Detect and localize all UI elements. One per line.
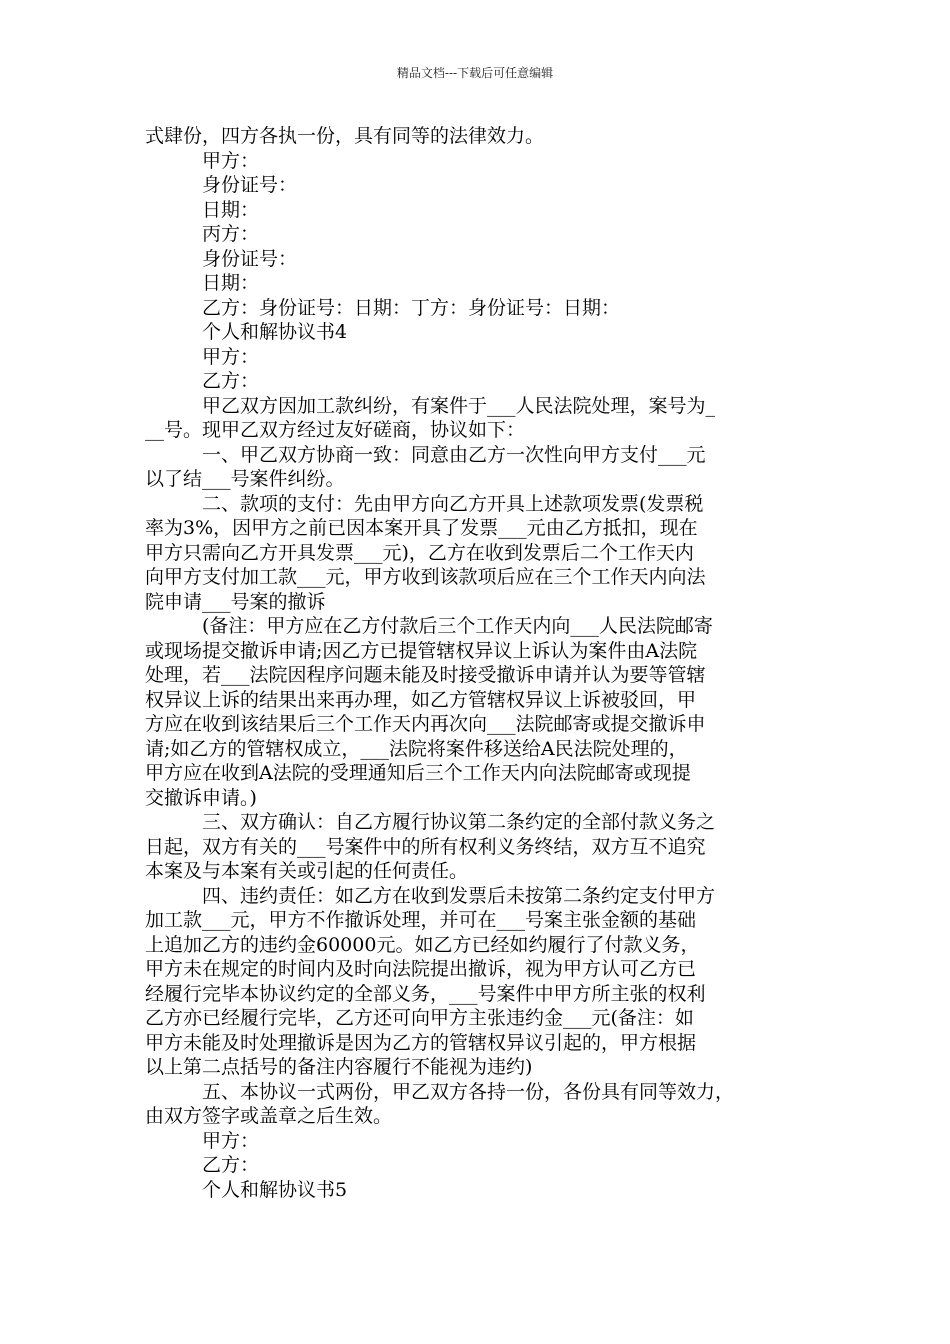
document-line: (备注：甲方应在乙方付款后三个工作天内向___人民法院邮寄 <box>202 615 713 637</box>
document-line: 权异议上诉的结果出来再办理，如乙方管辖权异议上诉被驳回，甲 <box>145 688 697 711</box>
document-line: 甲方未在规定的时间内及时向法院提出撤诉，视为甲方认可乙方已 <box>145 958 697 980</box>
document-line: 甲方： <box>202 1129 260 1152</box>
document-line: 身份证号： <box>202 174 298 196</box>
document-line: 日期： <box>202 272 260 294</box>
document-line: 乙方亦已经履行完毕，乙方还可向甲方主张违约金___元(备注：如 <box>145 1007 694 1029</box>
document-line: 二、款项的支付：先由甲方向乙方开具上述款项发票(发票税 <box>202 492 704 515</box>
document-line: 加工款___元，甲方不作撤诉处理，并可在___号案主张金额的基础 <box>145 909 697 931</box>
document-line: 本案及与本案有关或引起的任何责任。 <box>145 860 469 882</box>
document-line: 以上第二点括号的备注内容履行不能视为违约) <box>145 1056 533 1078</box>
document-body <box>145 124 815 1202</box>
document-line: 三、双方确认：自乙方履行协议第二条约定的全部付款义务之 <box>202 811 716 833</box>
page-header: 精品文档---下载后可任意编辑 <box>396 66 554 80</box>
document-line: 院申请___号案的撤诉 <box>145 590 326 613</box>
document-line: 由双方签字或盖章之后生效。 <box>145 1105 393 1127</box>
document-line: 五、本协议一式两份，甲乙双方各持一份，各份具有同等效力， <box>202 1080 735 1103</box>
document-line: 日期： <box>202 198 260 221</box>
document-line: 甲乙双方因加工款纠纷，有案件于___人民法院处理，案号为_ <box>202 394 716 417</box>
document-line: 甲方只需向乙方开具发票___元)，乙方在收到发票后二个工作天内 <box>145 541 694 564</box>
document-line: 或现场提交撤诉申请;因乙方已提管辖权异议上诉认为案件由A法院 <box>145 639 698 662</box>
document-line: 乙方： <box>202 370 260 392</box>
document-line: 个人和解协议书5 <box>202 1178 348 1201</box>
document-line: 个人和解协议书4 <box>202 321 348 343</box>
document-line: 率为3%，因甲方之前已因本案开具了发票___元由乙方抵扣，现在 <box>145 517 698 539</box>
document-line: 甲方： <box>202 149 260 172</box>
document-line: 甲方应在收到A法院的受理通知后三个工作天内向法院邮寄或现提 <box>145 762 691 784</box>
document-line: 乙方： <box>202 1154 260 1176</box>
document-line: 甲方： <box>202 345 260 368</box>
document-line: 日起，双方有关的___号案件中的所有权利义务终结，双方互不追究 <box>145 835 706 858</box>
document-line: 以了结___号案件纠纷。 <box>145 468 345 490</box>
document-line: 请;如乙方的管辖权成立，___法院将案件移送给A民法院处理的， <box>145 737 688 760</box>
document-line: 上追加乙方的违约金60000元。如乙方已经如约履行了付款义务， <box>145 933 700 956</box>
document-line: 方应在收到该结果后三个工作天内再次向___法院邮寄或提交撤诉申 <box>145 713 706 735</box>
document-line: 交撤诉申请。) <box>145 786 257 809</box>
document-line: 一、甲乙双方协商一致：同意由乙方一次性向甲方支付___元 <box>202 443 706 466</box>
document-line: __号。现甲乙双方经过友好磋商，协议如下： <box>145 419 526 441</box>
document-line: 乙方：身份证号：日期：丁方：身份证号：日期： <box>202 296 621 319</box>
document-line: 向甲方支付加工款___元，甲方收到该款项后应在三个工作天内向法 <box>145 566 706 588</box>
document-line: 身份证号： <box>202 247 298 270</box>
document-line: 丙方： <box>202 223 260 245</box>
document-line: 处理，若___法院因程序问题未能及时接受撤诉申请并认为要等管辖 <box>145 664 706 686</box>
document-line: 式肆份，四方各执一份，具有同等的法律效力。 <box>145 125 545 147</box>
document-line: 四、违约责任：如乙方在收到发票后未按第二条约定支付甲方 <box>202 884 716 907</box>
document-line: 经履行完毕本协议约定的全部义务，___号案件中甲方所主张的权利 <box>145 982 706 1005</box>
document-line: 甲方未能及时处理撤诉是因为乙方的管辖权异议引起的，甲方根据 <box>145 1031 697 1054</box>
